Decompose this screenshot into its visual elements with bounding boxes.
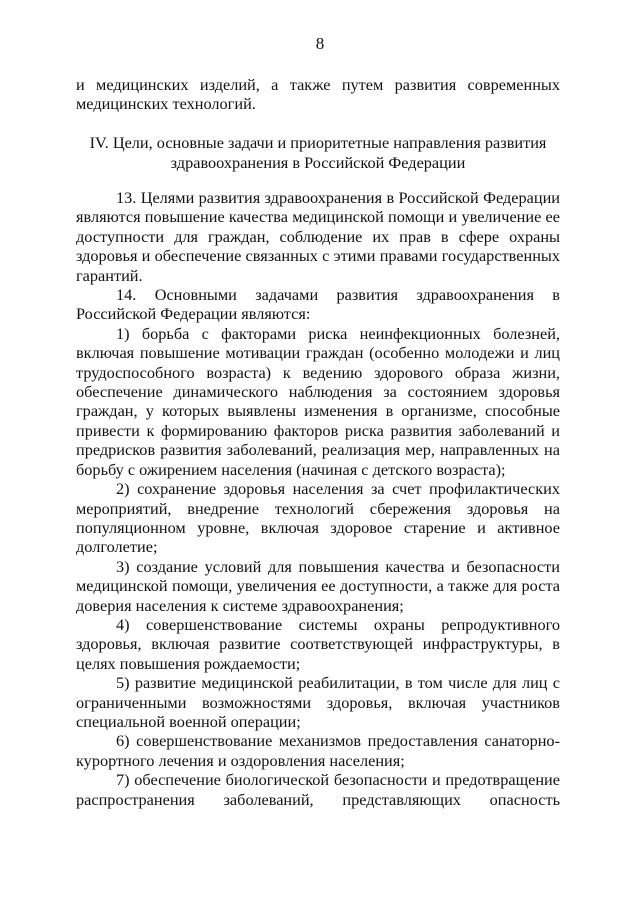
- list-item-6: 6) совершенствование механизмов предоставления санаторно-курортного лечения и оздоровления населения;: [76, 731, 560, 770]
- list-item-5: 5) развитие медицинской реабилитации, в том числе для лиц с ограниченными возможностями здоровья, включая участников специальной военной операции;: [76, 673, 560, 731]
- body-text: [76, 188, 560, 809]
- list-item-1: 1) борьба с факторами риска неинфекционных болезней, включая повышение мотивации граждан (особенно молодежи и лиц трудоспособного возраста) к ведению здорового образа жизни, обеспечение динамического наблюдения за состоянием здоровья граждан, у которых выявлены изменения в организме, способные привести к формированию факторов риска развития заболеваний и предрисков развития заболеваний, реализация мер, направленных на борьбу с ожирением населения (начиная с детского возраста);: [76, 323, 560, 479]
- section-heading: [76, 133, 560, 172]
- continuation-paragraph: и медицинских изделий, а также путем развития современных медицинских технологий.: [76, 75, 560, 114]
- section-heading-line-2: здравоохранения в Российской Федерации: [170, 152, 466, 172]
- section-heading-line-1: IV. Цели, основные задачи и приоритетные направления развития: [89, 133, 547, 152]
- list-item-7: 7) обеспечение биологической безопасности и предотвращение распространения заболеваний, представляющих опасность: [76, 770, 560, 809]
- continuation-paragraph-block: [76, 75, 560, 114]
- list-item-3: 3) создание условий для повышения качества и безопасности медицинской помощи, увеличения ее доступности, а также для роста доверия населения к системе здравоохранения;: [76, 556, 560, 615]
- page-number: 8: [315, 34, 325, 53]
- paragraph-14: 14. Основными задачами развития здравоохранения в Российской Федерации являются:: [76, 285, 560, 324]
- paragraph-13: 13. Целями развития здравоохранения в Российской Федерации являются повышение качества медицинской помощи и увеличение ее доступности для граждан, соблюдение их прав в сфере охраны здоровья и обеспечение связанных с этими правами государственных гарантий.: [76, 188, 560, 285]
- list-item-2: 2) сохранение здоровья населения за счет профилактических мероприятий, внедрение технологий сбережения здоровья на популяционном уровне, включая здоровое старение и активное долголетие;: [76, 479, 560, 557]
- list-item-4: 4) совершенствование системы охраны репродуктивного здоровья, включая развитие соответствующей инфраструктуры, в целях повышения рождаемости;: [76, 614, 560, 673]
